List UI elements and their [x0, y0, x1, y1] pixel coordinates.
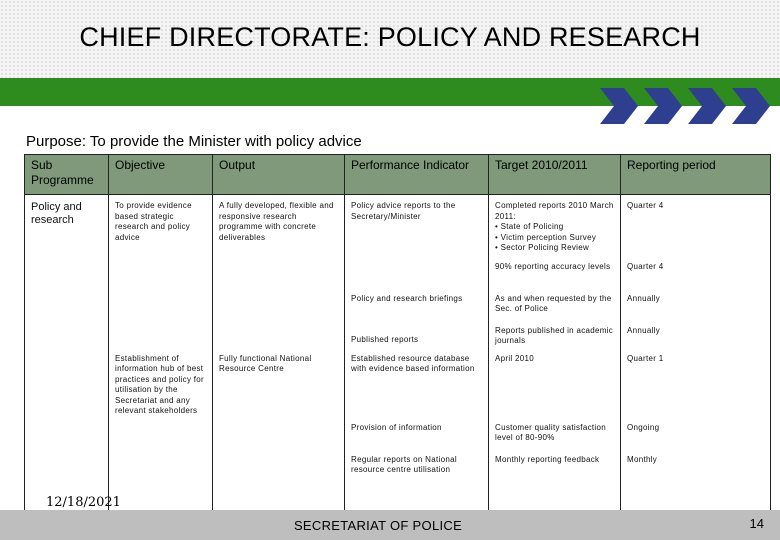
purpose-statement: Purpose: To provide the Minister with policy advice	[26, 133, 362, 150]
table-row	[25, 420, 771, 452]
cell-target: Monthly reporting feedback	[489, 452, 621, 512]
footer-bar	[0, 510, 780, 540]
cell-output: A fully developed, flexible and responsive research programme with concrete deliverables	[213, 195, 345, 259]
table-row	[25, 323, 771, 351]
cell-indicator: Policy advice reports to the Secretary/Minister	[345, 195, 489, 259]
plan-table-container	[24, 154, 770, 494]
column-header-output: Output	[213, 155, 345, 195]
cell-output: Fully functional National Resource Centre	[213, 351, 345, 420]
column-header-sub-programme: Sub Programme	[25, 155, 109, 195]
column-header-target: Target 2010/2011	[489, 155, 621, 195]
cell-indicator: Established resource database with evidence based information	[345, 351, 489, 420]
cell-indicator: Provision of information	[345, 420, 489, 452]
cell-reporting-period: Quarter 1	[621, 351, 771, 420]
table-row	[25, 351, 771, 420]
cell-indicator: Policy and research briefings	[345, 291, 489, 323]
cell-target: 90% reporting accuracy levels	[489, 259, 621, 291]
page-number: 14	[749, 516, 764, 531]
cell-target: Completed reports 2010 March 2011: • State of Policing • Victim perception Survey • Sector Policing Review	[489, 195, 621, 259]
table-row	[25, 259, 771, 291]
chevron-icon	[644, 88, 682, 124]
cell-target: April 2010	[489, 351, 621, 420]
cell-target: Customer quality satisfaction level of 80-90%	[489, 420, 621, 452]
column-header-performance-indicator: Performance Indicator	[345, 155, 489, 195]
cell-indicator: Regular reports on National resource centre utilisation	[345, 452, 489, 512]
cell-reporting-period: Monthly	[621, 452, 771, 512]
column-header-objective: Objective	[109, 155, 213, 195]
footer-organisation: SECRETARIAT OF POLICE	[293, 518, 463, 533]
cell-reporting-period: Annually	[621, 323, 771, 351]
slide-date: 12/18/2021	[46, 495, 121, 510]
page-title: CHIEF DIRECTORATE: POLICY AND RESEARCH	[79, 22, 701, 52]
plan-table	[24, 154, 771, 512]
table-row	[25, 291, 771, 323]
table-row	[25, 195, 771, 259]
table-row	[25, 452, 771, 512]
table-header-row	[25, 155, 771, 195]
column-header-reporting-period: Reporting period	[621, 155, 771, 195]
chevron-icon	[732, 88, 770, 124]
chevron-icon	[600, 88, 638, 124]
chevron-icon	[688, 88, 726, 124]
cell-target: Reports published in academic journals	[489, 323, 621, 351]
cell-reporting-period: Quarter 4	[621, 195, 771, 259]
cell-reporting-period: Ongoing	[621, 420, 771, 452]
chevron-arrows-icon	[600, 86, 780, 126]
cell-objective: To provide evidence based strategic research and policy advice	[109, 195, 213, 259]
cell-reporting-period: Annually	[621, 291, 771, 323]
cell-target: As and when requested by the Sec. of Police	[489, 291, 621, 323]
cell-reporting-period: Quarter 4	[621, 259, 771, 291]
cell-objective: Establishment of information hub of best practices and policy for utilisation by the Secretariat and any relevant stakeholders	[109, 351, 213, 420]
cell-sub-programme: Policy and research	[25, 195, 109, 259]
cell-indicator: Published reports	[345, 323, 489, 351]
